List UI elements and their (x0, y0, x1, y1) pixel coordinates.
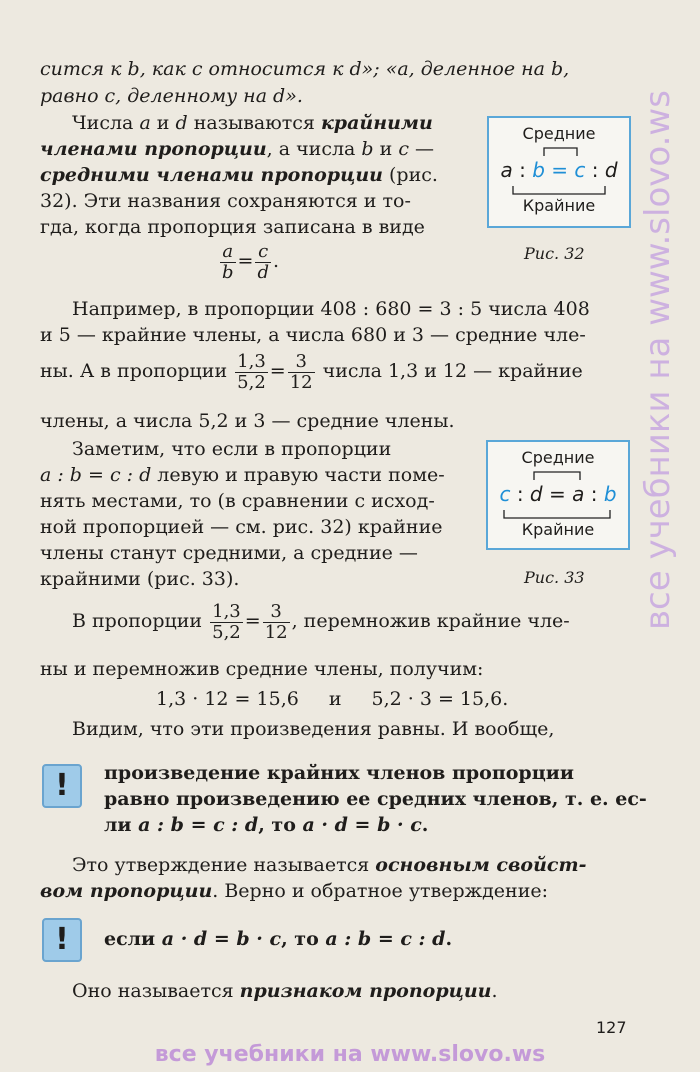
para3-line-6: крайними (рис. 33). (40, 568, 240, 590)
para1-line-5: гда, когда пропорция записана в виде (40, 216, 425, 238)
fig32-caption: Рис. 32 (524, 244, 585, 263)
watermark-side: все учебники на www.slovo.ws (638, 90, 678, 630)
para3-line-5: члены станут средними, а средние — (40, 542, 418, 564)
para6-line-2: вом пропорции. Верно и обратное утверждение: (40, 880, 549, 902)
proportion-fraction-form: $\frac{a}{b}$ = $\frac{c}{d}$ . (222, 240, 280, 283)
para2-line-2: и 5 — крайние члены, а числа 680 и 3 — средние чле- (40, 324, 586, 346)
intro-line-1: сится к b, как c относится к d»; «a, деленное на b, (40, 58, 570, 80)
fig32-expression: a : b = c : d (500, 158, 618, 182)
fig33-caption: Рис. 33 (524, 568, 585, 587)
rule2-line-1: если a · d = b · c, то a : b = c : d. (104, 928, 453, 950)
figure-33 (486, 440, 630, 550)
para3-line-2: a : b = c : d левую и правую части поме- (40, 464, 445, 486)
figure-32 (487, 116, 631, 228)
para2-line-4: члены, а числа 5,2 и 3 — средние члены. (40, 410, 455, 432)
para6-line-1: Это утверждение называется основным свойст- (72, 854, 587, 876)
fig33-extreme-label: Крайние (521, 520, 595, 539)
para1-line-3: средними членами пропорции (рис. (40, 164, 438, 186)
exclamation-icon: ! (42, 918, 82, 962)
para4-line-2: ны и перемножив средние члены, получим: (40, 658, 484, 680)
para5-line-1: Видим, что эти произведения равны. И вообще, (72, 718, 555, 740)
exclamation-icon: ! (42, 764, 82, 808)
fig33-middle-label: Средние (521, 448, 595, 467)
para2-line-3: ны. А в пропорции $\frac{1,3}{5,2}$ = $\frac{3}{12}$ числа 1,3 и 12 — крайние (40, 350, 583, 393)
para3-line-1: Заметим, что если в пропорции (72, 438, 392, 460)
intro-line-2: равно c, деленному на d». (40, 85, 303, 107)
para3-line-4: ной пропорцией — см. рис. 32) крайние (40, 516, 443, 538)
page-number: 127 (596, 1018, 627, 1037)
para1-line-1: Числа a и d называются крайними (72, 112, 433, 134)
fig32-middle-label: Средние (522, 124, 596, 143)
rule1-line-2: равно произведению ее средних членов, т. е. ес- (104, 788, 647, 810)
para2-line-1: Например, в пропорции 408 : 680 = 3 : 5 числа 408 (72, 298, 590, 320)
fig32-extreme-label: Крайние (522, 196, 596, 215)
watermark-bottom: все учебники на www.slovo.ws (154, 1042, 546, 1067)
para3-line-3: нять местами, то (в сравнении с исход- (40, 490, 435, 512)
para7-line-1: Оно называется признаком пропорции. (72, 980, 498, 1002)
rule1-line-1: произведение крайних членов пропорции (104, 762, 574, 784)
para1-line-4: 32). Эти названия сохраняются и то- (40, 190, 411, 212)
para1-line-2: членами пропорции, а числа b и c — (40, 138, 435, 160)
products-calculation: 1,3 · 12 = 15,6 и 5,2 · 3 = 15,6. (156, 688, 509, 710)
rule1-line-3: ли a : b = c : d, то a · d = b · c. (104, 814, 429, 836)
fig33-expression: c : d = a : b (499, 482, 617, 506)
para4-line-1: В пропорции $\frac{1,3}{5,2}$ = $\frac{3}{12}$ , перемножив крайние чле- (72, 600, 570, 643)
